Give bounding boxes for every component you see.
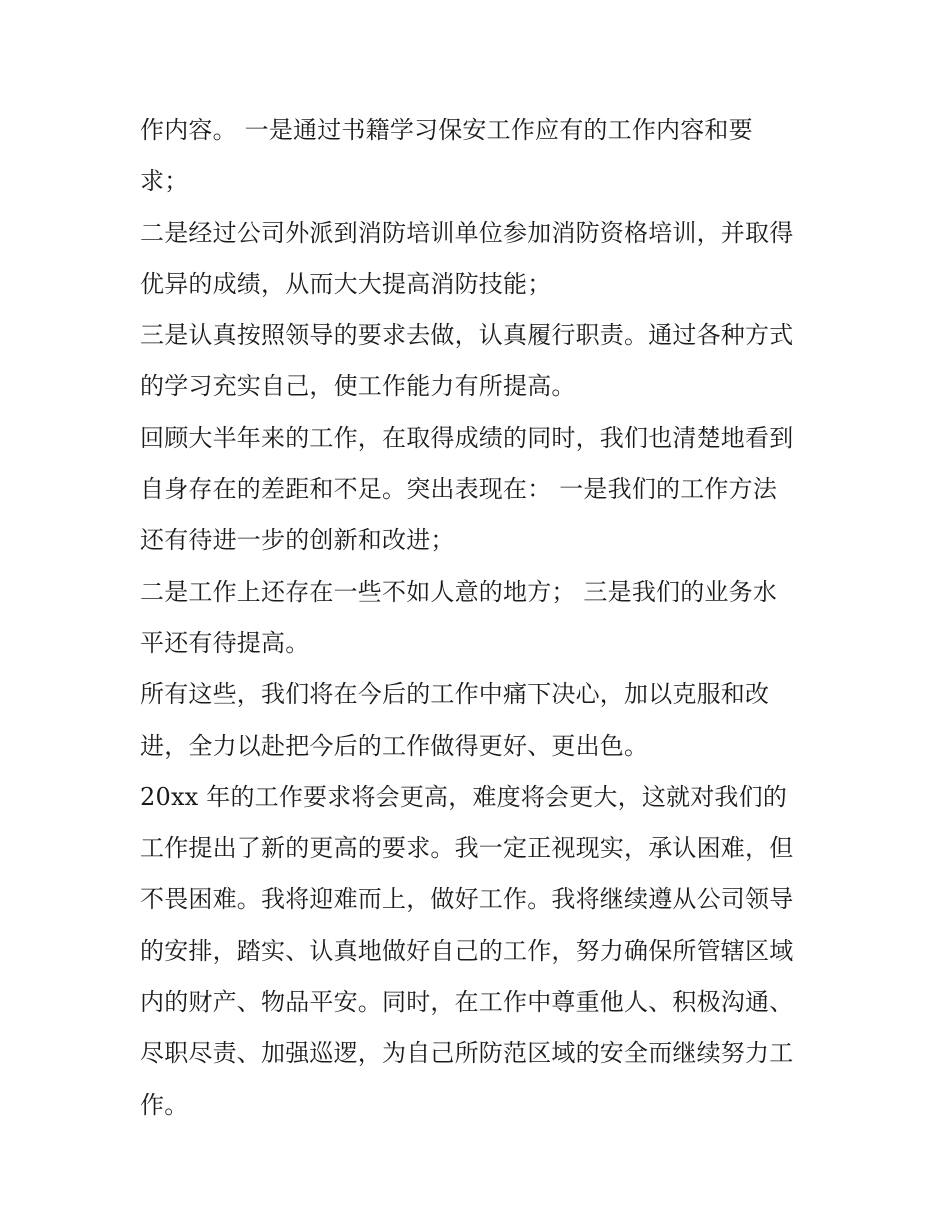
text-line: 作内容。 一是通过书籍学习保安工作应有的工作内容和要 [140, 116, 753, 144]
text-line: 二是经过公司外派到消防培训单位参加消防资格培训，并取得 [140, 218, 794, 247]
text-line: 工作提出了新的更高的要求。我一定正视现实，承认困难，但 [140, 834, 794, 863]
text-line: 进，全力以赴把今后的工作做得更好、更出色。 [140, 731, 649, 760]
text-line: 尽职尽责、加强巡逻，为自己所防范区域的安全而继续努力工 [140, 1039, 794, 1068]
text-line: 不畏困难。我将迎难而上，做好工作。我将继续遵从公司领导 [140, 885, 794, 914]
text-line: 所有这些，我们将在今后的工作中痛下决心，加以克服和改 [140, 680, 770, 709]
text-line: 优异的成绩，从而大大提高消防技能； [140, 269, 552, 298]
text-line: 平还有待提高。 [140, 628, 310, 657]
text-line: 求； [140, 167, 189, 196]
text-line: 作。 [140, 1090, 189, 1119]
text-line: 还有待进一步的创新和改进； [140, 526, 455, 555]
text-line: 三是认真按照领导的要求去做，认真履行职责。通过各种方式 [140, 321, 794, 350]
text-line: 20xx 年的工作要求将会更高，难度将会更大，这就对我们的 [140, 782, 788, 811]
text-line: 的安排，踏实、认真地做好自己的工作，努力确保所管辖区域 [140, 936, 794, 965]
text-line: 回顾大半年来的工作，在取得成绩的同时，我们也清楚地看到 [140, 423, 794, 452]
text-line: 自身存在的差距和不足。突出表现在： 一是我们的工作方法 [140, 475, 778, 504]
text-line: 的学习充实自己，使工作能力有所提高。 [140, 372, 576, 401]
text-line: 内的财产、物品平安。同时，在工作中尊重他人、积极沟通、 [140, 988, 794, 1017]
text-line: 二是工作上还存在一些不如人意的地方； 三是我们的业务水 [140, 577, 778, 606]
document-body [140, 105, 820, 1131]
